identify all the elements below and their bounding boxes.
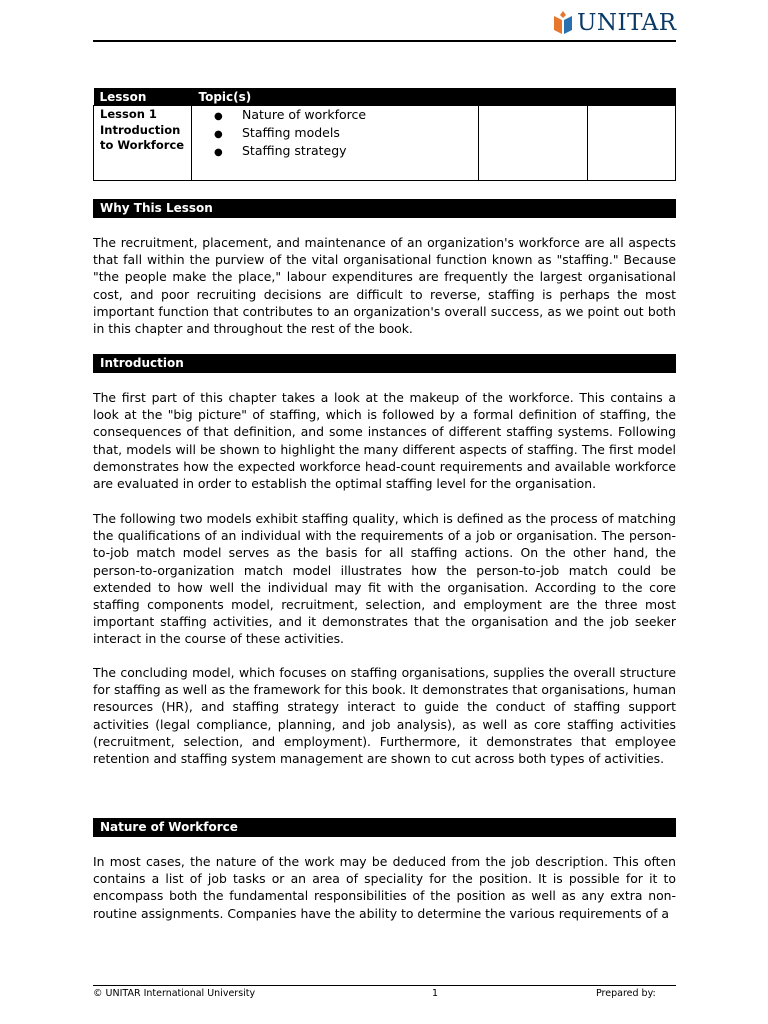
empty-header-1 <box>479 88 588 106</box>
topics-header: Topic(s) <box>192 88 479 106</box>
section-heading-nature: Nature of Workforce <box>93 818 676 837</box>
empty-cell-1 <box>479 106 588 181</box>
lesson-line: to Workforce <box>100 138 185 152</box>
lesson-line: Introduction <box>100 122 181 137</box>
unitar-logo <box>552 8 677 38</box>
bullet-icon: ● <box>214 111 223 122</box>
footer-prepared-by: Prepared by: <box>596 988 656 999</box>
empty-header-2 <box>588 88 676 106</box>
book-logo-icon <box>552 10 574 36</box>
footer-copyright: © UNITAR International University <box>93 988 256 999</box>
page-number: 1 <box>432 988 439 999</box>
topic-item: ● Nature of workforce <box>214 107 472 125</box>
logo-text: UNITAR <box>577 10 677 36</box>
topic-item: ● Staffing strategy <box>214 143 472 161</box>
lesson-table <box>93 88 676 181</box>
section-heading-introduction: Introduction <box>93 354 676 373</box>
lesson-name-cell <box>94 106 192 181</box>
topics-cell <box>192 106 479 181</box>
intro-paragraph-2: The following two models exhibit staffing quality, which is defined as the process of matching the qualifications of an individual with the requirements of a job or organisation. The person-to-job match model serves as the basis for all staffing actions. On the other hand, the person-to-organization match model illustrates how the person-to-job match could be extended to how well the individual may fit with the organisation. According to the core staffing components model, recruitment, selection, and employment are the three most important staffing activities, and it demonstrates that the organisation and the job seeker interact in the course of these activities. <box>93 511 676 647</box>
lesson-line: Lesson 1 <box>100 107 157 121</box>
footer-divider <box>93 985 676 986</box>
header-divider <box>93 40 676 42</box>
why-paragraph: The recruitment, placement, and maintenance of an organization's workforce are all aspects that fall within the purview of the vital organisational function known as "staffing." Because "the people make the place," labour expenditures are frequently the largest organisational cost, and poor recruiting decisions are difficult to reverse, staffing is perhaps the most important function that contributes to an organization's overall success, as we point out both in this chapter and throughout the rest of the book. <box>93 235 676 337</box>
intro-paragraph-1: The first part of this chapter takes a look at the makeup of the workforce. This contains a look at the "big picture" of staffing, which is followed by a formal definition of staffing, the consequences of that definition, and some instances of different staffing systems. Following that, models will be shown to highlight the many different aspects of staffing. The first model demonstrates how the expected workforce head-count requirements and available workforce are evaluated in order to establish the optimal staffing level for the organisation. <box>93 390 676 492</box>
topic-item: ● Staffing models <box>214 125 472 143</box>
empty-cell-2 <box>588 106 676 181</box>
bullet-icon: ● <box>214 147 223 158</box>
bullet-icon: ● <box>214 129 223 140</box>
nature-paragraph: In most cases, the nature of the work may be deduced from the job description. This often contains a list of job tasks or an area of speciality for the position. It is possible for it to encompass both the fundamental responsibilities of the position as well as any extra non-routine assignments. Companies have the ability to determine the various requirements of a <box>93 854 676 921</box>
intro-paragraph-3: The concluding model, which focuses on staffing organisations, supplies the overall structure for staffing as well as the framework for this book. It demonstrates that organisations, human resources (HR), and staffing strategy interact to guide the conduct of staffing support activities (legal compliance, planning, and job analysis), as well as core staffing activities (recruitment, selection, and employment). Furthermore, it demonstrates that employee retention and staffing system management are shown to cut across both types of activities. <box>93 665 676 767</box>
lesson-header: Lesson <box>94 88 192 106</box>
section-heading-why: Why This Lesson <box>93 199 676 218</box>
